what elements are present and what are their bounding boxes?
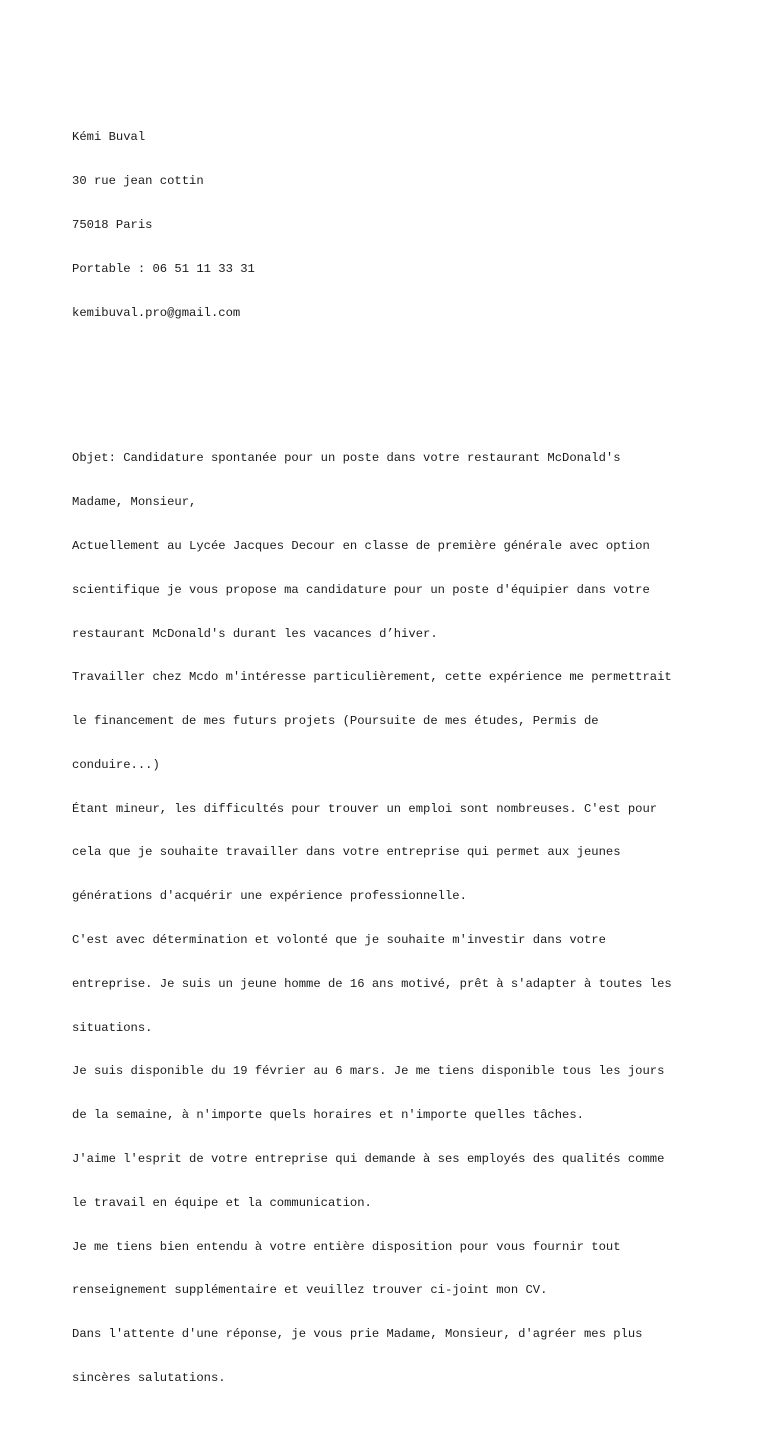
- text-line: scientifique je vous propose ma candidature pour un poste d'équipier dans votre: [72, 582, 650, 597]
- salutation: Madame, Monsieur,: [72, 495, 197, 510]
- text-line: situations.: [72, 1020, 153, 1035]
- text-line: renseignement supplémentaire et veuillez trouver ci-joint mon CV.: [72, 1283, 548, 1298]
- text-line: Étant mineur, les difficultés pour trouver un emploi sont nombreuses. C'est pour: [72, 801, 658, 816]
- text-line: C'est avec détermination et volonté que je souhaite m'investir dans votre: [72, 933, 606, 948]
- letter-body: [72, 72, 702, 1444]
- text-line: Dans l'attente d'une réponse, je vous prie Madame, Monsieur, d'agréer mes plus: [72, 1327, 643, 1342]
- text-line: Je me tiens bien entendu à votre entière disposition pour vous fournir tout: [72, 1239, 621, 1254]
- sender-street: 30 rue jean cottin: [72, 174, 204, 189]
- text-line: Actuellement au Lycée Jacques Decour en classe de première générale avec option: [72, 539, 650, 553]
- sender-city: 75018 Paris: [72, 217, 153, 232]
- subject-line: Objet: Candidature spontanée pour un poste dans votre restaurant McDonald's: [72, 451, 621, 466]
- text-line: Travailler chez Mcdo m'intéresse particulièrement, cette expérience me permettrait: [72, 670, 672, 685]
- text-line: cela que je souhaite travailler dans votre entreprise qui permet aux jeunes: [72, 845, 621, 860]
- letter-text: [72, 422, 702, 1414]
- text-line: Je suis disponible du 19 février au 6 mars. Je me tiens disponible tous les jours: [72, 1064, 665, 1079]
- text-line: entreprise. Je suis un jeune homme de 16 ans motivé, prêt à s'adapter à toutes les: [72, 976, 672, 991]
- text-line: générations d'acquérir une expérience professionnelle.: [72, 889, 467, 904]
- text-line: le travail en équipe et la communication.: [72, 1195, 372, 1210]
- closing-line: sincères salutations.: [72, 1370, 226, 1385]
- text-line: restaurant McDonald's durant les vacances d’hiver.: [72, 626, 438, 641]
- text-line: le financement de mes futurs projets (Poursuite de mes études, Permis de: [72, 714, 599, 729]
- sender-phone: Portable : 06 51 11 33 31: [72, 261, 255, 276]
- text-line: conduire...): [72, 757, 160, 772]
- text-line: J'aime l'esprit de votre entreprise qui demande à ses employés des qualités comme: [72, 1151, 665, 1166]
- sender-email: kemibuval.pro@gmail.com: [72, 305, 241, 320]
- sender-block: [72, 101, 702, 349]
- blank-line: [72, 378, 702, 393]
- sender-name: Kémi Buval: [72, 130, 146, 145]
- text-line: de la semaine, à n'importe quels horaires et n'importe quelles tâches.: [72, 1108, 584, 1123]
